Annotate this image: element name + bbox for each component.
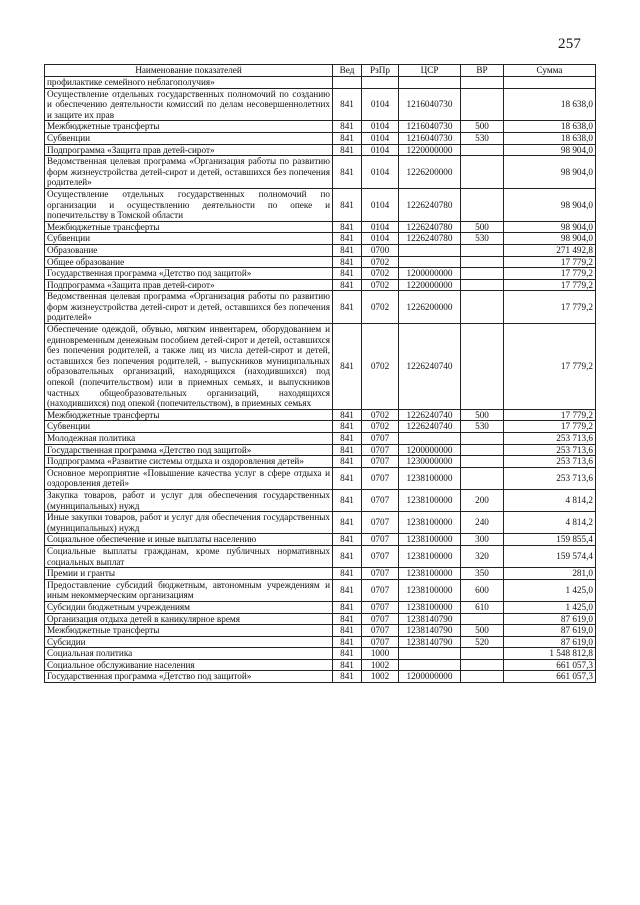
cell-vr: 500 xyxy=(461,221,504,233)
cell-csr: 1200000000 xyxy=(399,444,461,456)
cell-vr: 520 xyxy=(461,636,504,648)
cell-rzpr: 0104 xyxy=(362,188,399,221)
cell-csr: 1200000000 xyxy=(399,268,461,280)
table-row xyxy=(45,268,596,280)
table-row xyxy=(45,433,596,445)
table-row xyxy=(45,132,596,144)
cell-vr xyxy=(461,613,504,625)
cell-sum: 253 713,6 xyxy=(504,433,596,445)
cell-sum: 1 425,0 xyxy=(504,601,596,613)
cell-csr: 1216040730 xyxy=(399,132,461,144)
cell-sum: 271 492,8 xyxy=(504,244,596,256)
table-row xyxy=(45,613,596,625)
cell-ved: 841 xyxy=(333,613,362,625)
cell-sum: 17 779,2 xyxy=(504,268,596,280)
table-row xyxy=(45,568,596,580)
cell-rzpr: 0707 xyxy=(362,625,399,637)
table-row xyxy=(45,579,596,601)
cell-sum: 87 619,0 xyxy=(504,625,596,637)
table-row xyxy=(45,534,596,546)
table-row xyxy=(45,256,596,268)
cell-csr: 1238100000 xyxy=(399,601,461,613)
cell-rzpr: 0702 xyxy=(362,324,399,410)
cell-ved xyxy=(333,77,362,89)
cell-name: Социальное обеспечение и иные выплаты населению xyxy=(45,534,333,546)
table-row xyxy=(45,489,596,511)
cell-vr: 300 xyxy=(461,534,504,546)
cell-rzpr: 0700 xyxy=(362,244,399,256)
cell-rzpr: 0707 xyxy=(362,467,399,489)
cell-sum: 98 904,0 xyxy=(504,144,596,156)
cell-csr: 1238100000 xyxy=(399,568,461,580)
cell-csr: 1226240780 xyxy=(399,233,461,245)
cell-vr xyxy=(461,324,504,410)
cell-ved: 841 xyxy=(333,132,362,144)
cell-ved: 841 xyxy=(333,268,362,280)
cell-csr: 1216040730 xyxy=(399,121,461,133)
cell-rzpr: 1000 xyxy=(362,648,399,660)
table-row xyxy=(45,221,596,233)
table-row xyxy=(45,636,596,648)
table-row xyxy=(45,121,596,133)
header-row xyxy=(45,65,596,77)
cell-name: Социальное обслуживание населения xyxy=(45,659,333,671)
cell-ved: 841 xyxy=(333,512,362,534)
cell-ved: 841 xyxy=(333,279,362,291)
cell-csr xyxy=(399,648,461,660)
cell-csr: 1238100000 xyxy=(399,489,461,511)
cell-name: Иные закупки товаров, работ и услуг для обеспечения государственных (муниципальных) нужд xyxy=(45,512,333,534)
cell-rzpr: 0707 xyxy=(362,489,399,511)
table-row xyxy=(45,244,596,256)
cell-vr: 320 xyxy=(461,545,504,567)
cell-vr xyxy=(461,77,504,89)
cell-sum: 253 713,6 xyxy=(504,467,596,489)
table-row xyxy=(45,659,596,671)
cell-name: Осуществление отдельных государственных полномочий по организации и осуществлению деятельности по опеке и попечительству в Томской области xyxy=(45,188,333,221)
cell-name: Межбюджетные трансферты xyxy=(45,221,333,233)
table-body xyxy=(45,77,596,683)
cell-name: Субсидии бюджетным учреждениям xyxy=(45,601,333,613)
table-row xyxy=(45,88,596,121)
cell-sum: 661 057,3 xyxy=(504,671,596,683)
cell-name: Основное мероприятие «Повышение качества услуг в сфере отдыха и оздоровления детей» xyxy=(45,467,333,489)
cell-ved: 841 xyxy=(333,421,362,433)
cell-rzpr: 0104 xyxy=(362,121,399,133)
cell-sum: 159 574,4 xyxy=(504,545,596,567)
cell-ved: 841 xyxy=(333,433,362,445)
cell-csr: 1238140790 xyxy=(399,613,461,625)
cell-rzpr: 0702 xyxy=(362,279,399,291)
cell-vr: 240 xyxy=(461,512,504,534)
cell-rzpr: 1002 xyxy=(362,671,399,683)
cell-csr xyxy=(399,433,461,445)
cell-name: Межбюджетные трансферты xyxy=(45,625,333,637)
cell-name: Подпрограмма «Защита прав детей-сирот» xyxy=(45,144,333,156)
cell-sum: 18 638,0 xyxy=(504,121,596,133)
cell-vr xyxy=(461,433,504,445)
cell-sum: 17 779,2 xyxy=(504,291,596,324)
cell-sum: 4 814,2 xyxy=(504,512,596,534)
cell-sum: 87 619,0 xyxy=(504,613,596,625)
cell-sum: 98 904,0 xyxy=(504,188,596,221)
cell-sum: 17 779,2 xyxy=(504,409,596,421)
table-row xyxy=(45,409,596,421)
cell-name: Межбюджетные трансферты xyxy=(45,121,333,133)
cell-name: Государственная программа «Детство под защитой» xyxy=(45,671,333,683)
cell-name: Субвенции xyxy=(45,132,333,144)
cell-sum: 159 855,4 xyxy=(504,534,596,546)
cell-name: Организация отдыха детей в каникулярное время xyxy=(45,613,333,625)
cell-sum: 1 425,0 xyxy=(504,579,596,601)
cell-csr: 1238140790 xyxy=(399,636,461,648)
table-row xyxy=(45,279,596,291)
cell-rzpr: 0104 xyxy=(362,144,399,156)
cell-name: Государственная программа «Детство под защитой» xyxy=(45,444,333,456)
cell-ved: 841 xyxy=(333,291,362,324)
cell-vr xyxy=(461,671,504,683)
cell-vr xyxy=(461,279,504,291)
cell-rzpr: 0707 xyxy=(362,613,399,625)
table-row xyxy=(45,671,596,683)
cell-vr xyxy=(461,268,504,280)
cell-sum: 17 779,2 xyxy=(504,324,596,410)
cell-vr: 200 xyxy=(461,489,504,511)
cell-sum: 17 779,2 xyxy=(504,256,596,268)
cell-csr xyxy=(399,659,461,671)
cell-name: Субсидии xyxy=(45,636,333,648)
table-row xyxy=(45,625,596,637)
cell-rzpr: 0104 xyxy=(362,132,399,144)
cell-name: Субвенции xyxy=(45,421,333,433)
cell-rzpr: 0702 xyxy=(362,291,399,324)
table-row xyxy=(45,601,596,613)
cell-ved: 841 xyxy=(333,659,362,671)
cell-vr xyxy=(461,88,504,121)
cell-vr xyxy=(461,456,504,468)
cell-name: Государственная программа «Детство под защитой» xyxy=(45,268,333,280)
cell-rzpr: 0707 xyxy=(362,444,399,456)
cell-vr xyxy=(461,144,504,156)
cell-rzpr: 0702 xyxy=(362,409,399,421)
cell-ved: 841 xyxy=(333,636,362,648)
table-row xyxy=(45,144,596,156)
cell-csr: 1226240740 xyxy=(399,324,461,410)
table-row xyxy=(45,233,596,245)
cell-ved: 841 xyxy=(333,456,362,468)
header-vr: ВР xyxy=(461,65,504,77)
cell-rzpr: 0707 xyxy=(362,512,399,534)
cell-sum: 18 638,0 xyxy=(504,88,596,121)
cell-ved: 841 xyxy=(333,467,362,489)
cell-name: Социальная политика xyxy=(45,648,333,660)
cell-ved: 841 xyxy=(333,244,362,256)
cell-ved: 841 xyxy=(333,579,362,601)
cell-rzpr: 0702 xyxy=(362,256,399,268)
cell-vr: 530 xyxy=(461,421,504,433)
cell-name: профилактике семейного неблагополучия» xyxy=(45,77,333,89)
cell-rzpr: 0702 xyxy=(362,421,399,433)
table-header xyxy=(45,65,596,77)
cell-name: Общее образование xyxy=(45,256,333,268)
cell-ved: 841 xyxy=(333,625,362,637)
cell-rzpr: 0104 xyxy=(362,233,399,245)
cell-vr: 610 xyxy=(461,601,504,613)
cell-sum: 17 779,2 xyxy=(504,421,596,433)
cell-name: Ведомственная целевая программа «Организация работы по развитию форм жизнеустройства детей-сирот и детей, оставшихся без попечения родителей» xyxy=(45,156,333,189)
cell-sum: 1 548 812,8 xyxy=(504,648,596,660)
cell-rzpr: 0707 xyxy=(362,579,399,601)
cell-name: Осуществление отдельных государственных полномочий по созданию и обеспечению деятельности комиссий по делам несовершеннолетних и защите их прав xyxy=(45,88,333,121)
header-name: Наименование показателей xyxy=(45,65,333,77)
table-row xyxy=(45,545,596,567)
cell-vr xyxy=(461,156,504,189)
cell-sum: 253 713,6 xyxy=(504,444,596,456)
cell-csr: 1226200000 xyxy=(399,156,461,189)
cell-csr: 1230000000 xyxy=(399,456,461,468)
table-row xyxy=(45,324,596,410)
cell-vr xyxy=(461,188,504,221)
cell-vr xyxy=(461,444,504,456)
cell-ved: 841 xyxy=(333,324,362,410)
cell-rzpr: 0707 xyxy=(362,601,399,613)
cell-ved: 841 xyxy=(333,545,362,567)
cell-sum: 98 904,0 xyxy=(504,156,596,189)
cell-ved: 841 xyxy=(333,156,362,189)
cell-rzpr: 0707 xyxy=(362,534,399,546)
cell-name: Премии и гранты xyxy=(45,568,333,580)
header-sum: Сумма xyxy=(504,65,596,77)
cell-vr xyxy=(461,291,504,324)
cell-rzpr: 0104 xyxy=(362,88,399,121)
cell-ved: 841 xyxy=(333,534,362,546)
cell-rzpr: 0707 xyxy=(362,636,399,648)
table-row xyxy=(45,467,596,489)
cell-sum: 281,0 xyxy=(504,568,596,580)
cell-ved: 841 xyxy=(333,671,362,683)
cell-csr: 1238140790 xyxy=(399,625,461,637)
cell-csr: 1238100000 xyxy=(399,579,461,601)
cell-csr: 1220000000 xyxy=(399,144,461,156)
cell-ved: 841 xyxy=(333,648,362,660)
cell-csr: 1226240740 xyxy=(399,409,461,421)
cell-sum: 87 619,0 xyxy=(504,636,596,648)
table-row xyxy=(45,421,596,433)
cell-ved: 841 xyxy=(333,568,362,580)
cell-vr xyxy=(461,659,504,671)
budget-table xyxy=(44,64,596,683)
table-row xyxy=(45,648,596,660)
page-number: 257 xyxy=(558,36,582,52)
cell-csr: 1226240780 xyxy=(399,221,461,233)
cell-ved: 841 xyxy=(333,409,362,421)
cell-rzpr: 0104 xyxy=(362,221,399,233)
cell-csr: 1238100000 xyxy=(399,534,461,546)
cell-vr: 500 xyxy=(461,625,504,637)
header-csr: ЦСР xyxy=(399,65,461,77)
cell-ved: 841 xyxy=(333,144,362,156)
cell-ved: 841 xyxy=(333,233,362,245)
cell-csr: 1238100000 xyxy=(399,545,461,567)
cell-name: Обеспечение одеждой, обувью, мягким инвентарем, оборудованием и единовременным денежным пособием детей-сирот и детей, оставшихся без попечения родителей, а также лиц из числа детей-сирот и детей, оставшихся без попечения родителей, - выпускников муниципальных образовательных организаций, находящихся (находившихся) под опекой (попечительством) или в приемных семьях, и выпускников частных общеобразовательных организаций, находящихся (находившихся) под опекой (попечительством), в приемных семьях xyxy=(45,324,333,410)
cell-ved: 841 xyxy=(333,121,362,133)
cell-name: Подпрограмма «Развитие системы отдыха и оздоровления детей» xyxy=(45,456,333,468)
cell-ved: 841 xyxy=(333,489,362,511)
cell-ved: 841 xyxy=(333,188,362,221)
cell-csr: 1226240780 xyxy=(399,188,461,221)
cell-ved: 841 xyxy=(333,444,362,456)
cell-csr: 1238100000 xyxy=(399,467,461,489)
cell-sum: 18 638,0 xyxy=(504,132,596,144)
cell-csr: 1220000000 xyxy=(399,279,461,291)
cell-rzpr: 0707 xyxy=(362,568,399,580)
cell-csr xyxy=(399,244,461,256)
cell-ved: 841 xyxy=(333,601,362,613)
cell-name: Социальные выплаты гражданам, кроме публичных нормативных социальных выплат xyxy=(45,545,333,567)
cell-name: Предоставление субсидий бюджетным, автономным учреждениям и иным некоммерческим организациям xyxy=(45,579,333,601)
cell-ved: 841 xyxy=(333,88,362,121)
cell-vr: 500 xyxy=(461,409,504,421)
cell-csr: 1200000000 xyxy=(399,671,461,683)
cell-sum: 661 057,3 xyxy=(504,659,596,671)
cell-rzpr xyxy=(362,77,399,89)
cell-csr: 1226240740 xyxy=(399,421,461,433)
cell-rzpr: 0104 xyxy=(362,156,399,189)
cell-name: Межбюджетные трансферты xyxy=(45,409,333,421)
table-row xyxy=(45,156,596,189)
table-row xyxy=(45,456,596,468)
cell-vr xyxy=(461,467,504,489)
cell-name: Молодежная политика xyxy=(45,433,333,445)
cell-vr xyxy=(461,256,504,268)
cell-name: Субвенции xyxy=(45,233,333,245)
cell-sum xyxy=(504,77,596,89)
cell-name: Закупка товаров, работ и услуг для обеспечения государственных (муниципальных) нужд xyxy=(45,489,333,511)
cell-sum: 4 814,2 xyxy=(504,489,596,511)
cell-rzpr: 1002 xyxy=(362,659,399,671)
cell-csr xyxy=(399,77,461,89)
cell-name: Ведомственная целевая программа «Организация работы по развитию форм жизнеустройства детей-сирот и детей, оставшихся без попечения родителей» xyxy=(45,291,333,324)
cell-name: Подпрограмма «Защита прав детей-сирот» xyxy=(45,279,333,291)
cell-rzpr: 0707 xyxy=(362,545,399,567)
cell-rzpr: 0702 xyxy=(362,268,399,280)
cell-csr: 1216040730 xyxy=(399,88,461,121)
cell-sum: 98 904,0 xyxy=(504,233,596,245)
cell-vr: 500 xyxy=(461,121,504,133)
cell-csr: 1238100000 xyxy=(399,512,461,534)
cell-sum: 253 713,6 xyxy=(504,456,596,468)
table-row xyxy=(45,77,596,89)
table-row xyxy=(45,444,596,456)
cell-vr: 530 xyxy=(461,132,504,144)
table-row xyxy=(45,291,596,324)
cell-ved: 841 xyxy=(333,221,362,233)
cell-csr xyxy=(399,256,461,268)
header-ved: Вед xyxy=(333,65,362,77)
cell-ved: 841 xyxy=(333,256,362,268)
cell-sum: 98 904,0 xyxy=(504,221,596,233)
cell-vr: 530 xyxy=(461,233,504,245)
table-row xyxy=(45,188,596,221)
header-rzpr: РзПр xyxy=(362,65,399,77)
cell-rzpr: 0707 xyxy=(362,433,399,445)
cell-rzpr: 0707 xyxy=(362,456,399,468)
cell-vr: 600 xyxy=(461,579,504,601)
table-row xyxy=(45,512,596,534)
cell-vr xyxy=(461,244,504,256)
cell-vr xyxy=(461,648,504,660)
cell-vr: 350 xyxy=(461,568,504,580)
cell-csr: 1226200000 xyxy=(399,291,461,324)
cell-sum: 17 779,2 xyxy=(504,279,596,291)
cell-name: Образование xyxy=(45,244,333,256)
